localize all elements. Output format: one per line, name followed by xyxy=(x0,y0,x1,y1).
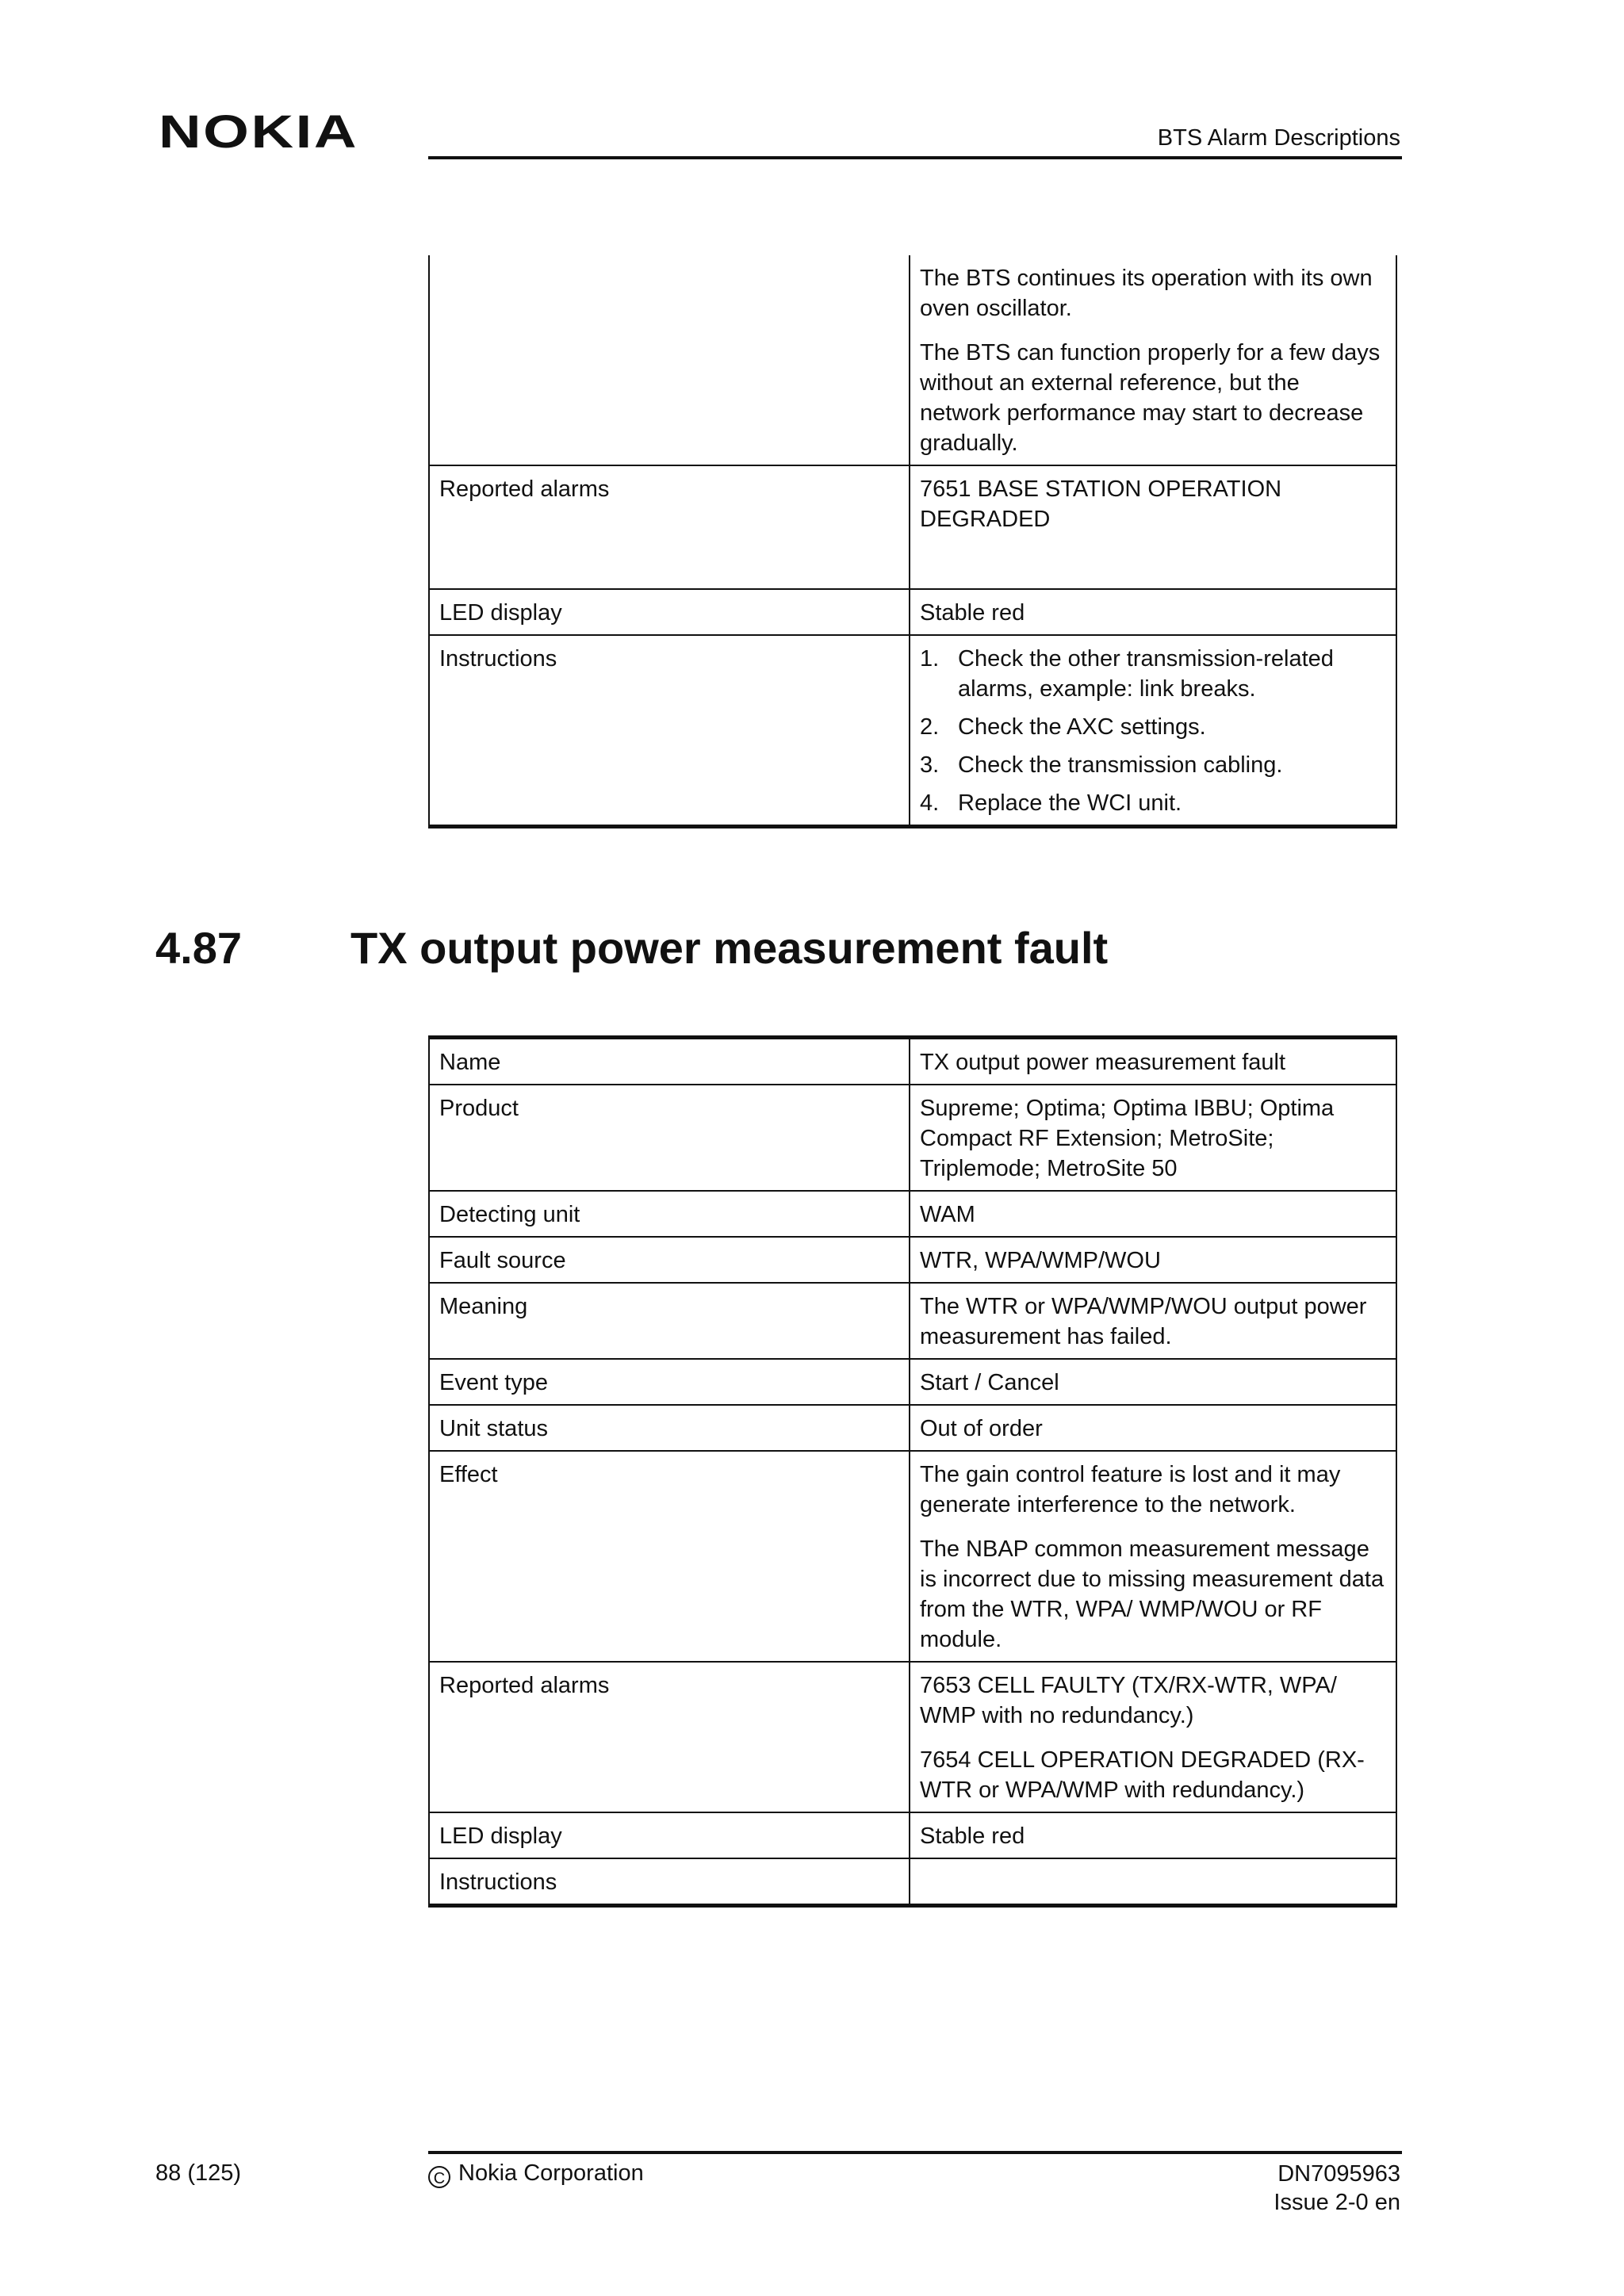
table-row xyxy=(429,1191,1396,1237)
step-number: 3. xyxy=(920,752,940,778)
header-title: BTS Alarm Descriptions xyxy=(1157,125,1400,151)
table-cell-value: The WTR or WPA/WMP/WOU output power measurement has failed. xyxy=(910,1283,1396,1359)
step-text: Check the other transmission-related alarms, example: link breaks. xyxy=(958,646,1334,702)
table-cell-value: Start / Cancel xyxy=(910,1359,1396,1405)
step-number: 4. xyxy=(920,790,940,816)
table-cell-label: Unit status xyxy=(429,1405,910,1451)
alarm-table-continued xyxy=(428,255,1397,828)
doc-issue: Issue 2-0 en xyxy=(1274,2190,1400,2216)
table-row xyxy=(429,1451,1396,1662)
table-cell-value: Stable red xyxy=(910,1812,1396,1858)
table-row xyxy=(429,465,1396,589)
table-cell-label: LED display xyxy=(429,1812,910,1858)
table-cell-value: Stable red xyxy=(910,589,1396,635)
alarm-paragraph: 7653 CELL FAULTY (TX/RX-WTR, WPA/ WMP with no redundancy.) xyxy=(920,1673,1337,1728)
effect-paragraph: The gain control feature is lost and it may generate interference to the network. xyxy=(920,1462,1341,1517)
list-item xyxy=(920,712,1386,742)
table-cell-value xyxy=(910,635,1396,827)
table-row xyxy=(429,635,1396,827)
table-row xyxy=(429,1085,1396,1191)
step-number: 1. xyxy=(920,646,940,672)
effect-paragraph: The BTS continues its operation with its own oven oscillator. xyxy=(920,266,1373,321)
table-cell-value xyxy=(910,1451,1396,1662)
table-cell-label: Instructions xyxy=(429,635,910,827)
table-cell-label xyxy=(429,255,910,465)
doc-number: DN7095963 xyxy=(1277,2161,1400,2187)
copyright-text: Nokia Corporation xyxy=(458,2160,644,2186)
table-cell-label: Detecting unit xyxy=(429,1191,910,1237)
alarm-table xyxy=(428,1035,1397,1908)
table-row xyxy=(429,1237,1396,1283)
list-item xyxy=(920,788,1386,818)
step-text: Check the transmission cabling. xyxy=(958,752,1283,778)
table-cell-label: LED display xyxy=(429,589,910,635)
table-row xyxy=(429,1858,1396,1906)
footer-rule xyxy=(428,2151,1402,2154)
copyright xyxy=(428,2160,644,2188)
table-cell-value xyxy=(910,1662,1396,1812)
table-cell-value: 7651 BASE STATION OPERATION DEGRADED xyxy=(910,465,1396,589)
step-text: Replace the WCI unit. xyxy=(958,790,1182,816)
table-cell-value: TX output power measurement fault xyxy=(910,1038,1396,1085)
step-number: 2. xyxy=(920,714,940,740)
page-number: 88 (125) xyxy=(155,2160,242,2186)
document-id xyxy=(1274,2160,1400,2218)
table-cell-label: Instructions xyxy=(429,1858,910,1906)
table-cell-value: Supreme; Optima; Optima IBBU; Optima Compact RF Extension; MetroSite; Triplemode; MetroSite 50 xyxy=(910,1085,1396,1191)
alarm-paragraph: 7654 CELL OPERATION DEGRADED (RX-WTR or WPA/WMP with redundancy.) xyxy=(920,1747,1365,1803)
table-row xyxy=(429,1359,1396,1405)
table-cell-label: Event type xyxy=(429,1359,910,1405)
table-row xyxy=(429,1405,1396,1451)
instruction-list xyxy=(920,644,1386,818)
list-item xyxy=(920,750,1386,780)
effect-paragraph: The BTS can function properly for a few days without an external reference, but the network performance may start to decrease gradually. xyxy=(920,340,1381,456)
table-cell-value xyxy=(910,1858,1396,1906)
table-cell-value: WAM xyxy=(910,1191,1396,1237)
table-cell-value xyxy=(910,255,1396,465)
table-cell-label: Effect xyxy=(429,1451,910,1662)
table-cell-label: Fault source xyxy=(429,1237,910,1283)
table-cell-value: WTR, WPA/WMP/WOU xyxy=(910,1237,1396,1283)
table-cell-label: Reported alarms xyxy=(429,1662,910,1812)
table-row xyxy=(429,1812,1396,1858)
table-row xyxy=(429,255,1396,465)
table-row xyxy=(429,1283,1396,1359)
step-text: Check the AXC settings. xyxy=(958,714,1206,740)
table-row xyxy=(429,1038,1396,1085)
table-cell-label: Reported alarms xyxy=(429,465,910,589)
table-cell-label: Name xyxy=(429,1038,910,1085)
table-cell-value: Out of order xyxy=(910,1405,1396,1451)
list-item xyxy=(920,644,1386,704)
header-rule xyxy=(428,156,1402,159)
table-row xyxy=(429,1662,1396,1812)
section-number: 4.87 xyxy=(155,923,242,973)
effect-paragraph: The NBAP common measurement message is incorrect due to missing measurement data from the WTR, WPA/ WMP/WOU or RF module. xyxy=(920,1536,1385,1652)
table-row xyxy=(429,589,1396,635)
section-title: TX output power measurement fault xyxy=(350,923,1109,973)
copyright-icon: C xyxy=(428,2166,450,2188)
table-cell-label: Meaning xyxy=(429,1283,910,1359)
nokia-logo: NOKIA xyxy=(159,106,359,158)
table-cell-label: Product xyxy=(429,1085,910,1191)
